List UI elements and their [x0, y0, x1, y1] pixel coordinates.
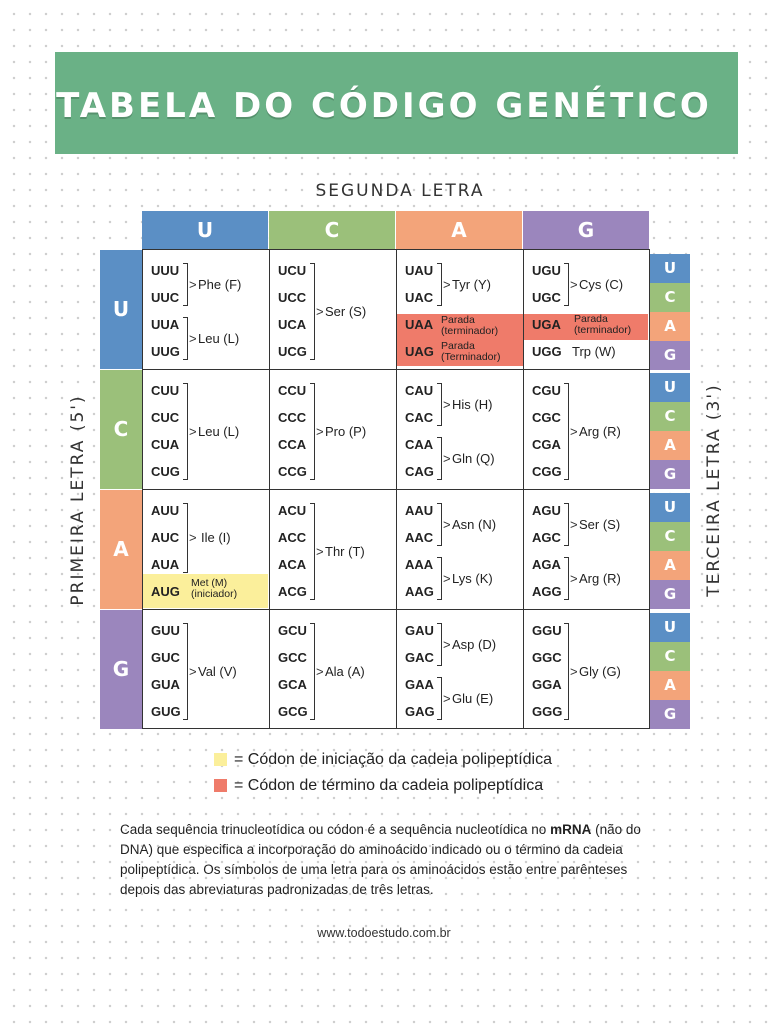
- codon: CGA: [532, 437, 561, 452]
- codon: CGG: [532, 464, 562, 479]
- row-header-u: U: [100, 250, 142, 369]
- start-legend-text: = Códon de iniciação da cadeia polipeptídica: [234, 751, 553, 768]
- codon: AGU: [532, 503, 561, 518]
- codon: CAG: [405, 464, 434, 479]
- amino-acid-label: Lys (K): [452, 571, 493, 586]
- column-header-u: U: [142, 211, 268, 249]
- codon: CGU: [532, 383, 561, 398]
- codon: GAG: [405, 704, 435, 719]
- codon: GGA: [532, 677, 562, 692]
- amino-acid-label: Arg (R): [579, 424, 621, 439]
- amino-acid-label: Val (V): [198, 664, 237, 679]
- codon: ACU: [278, 503, 307, 518]
- codon: CAU: [405, 383, 434, 398]
- codon: GCU: [278, 623, 307, 638]
- codon: UAU: [405, 263, 434, 278]
- codon: GCG: [278, 704, 308, 719]
- cell-uu: UUU UUC UUA UUG > Phe (F) > Leu (L): [151, 263, 242, 359]
- codon: AUU: [151, 503, 180, 518]
- codon: CCC: [278, 410, 307, 425]
- amino-acid-label: Thr (T): [325, 544, 365, 559]
- amino-acid-label: Tyr (Y): [452, 277, 491, 292]
- codon: GAA: [405, 677, 434, 692]
- codon: UUC: [151, 290, 180, 305]
- third-letter-c: C: [650, 402, 690, 431]
- codon: CCU: [278, 383, 307, 398]
- amino-acid-label: Asn (N): [452, 517, 497, 532]
- codon: UAG: [405, 344, 434, 359]
- cell-uc: UCU UCC UCA UCG > Ser (S): [278, 263, 367, 359]
- codon: UGG: [532, 344, 562, 359]
- amino-acid-label: Leu (L): [198, 424, 240, 439]
- amino-acid-label: Ser (S): [325, 304, 367, 319]
- codon: CCA: [278, 437, 307, 452]
- amino-acid-label: Leu (L): [198, 331, 240, 346]
- stop-legend-swatch: [214, 779, 227, 792]
- codon: UGC: [532, 290, 561, 305]
- amino-acid-label: Phe (F): [198, 277, 242, 292]
- row-header-g: G: [100, 610, 142, 729]
- amino-acid-label: Ser (S): [579, 517, 621, 532]
- amino-acid-label: Gln (Q): [452, 451, 495, 466]
- codon: UUU: [151, 263, 180, 278]
- codon: UGU: [532, 263, 561, 278]
- codon-grid: [142, 249, 650, 729]
- codon: AAU: [405, 503, 434, 518]
- cell-cu: CUU CUC CUA CUG > Leu (L): [151, 383, 240, 479]
- codon: AGA: [532, 557, 561, 572]
- third-letter-c: C: [650, 642, 690, 671]
- codon: UGA: [532, 317, 561, 332]
- third-letter-u: U: [650, 373, 690, 402]
- third-letter-a: A: [650, 551, 690, 580]
- column-header-c: C: [269, 211, 395, 249]
- stop-label: Parada (terminador): [441, 314, 499, 337]
- codon: GGC: [532, 650, 562, 665]
- codon: CCG: [278, 464, 307, 479]
- codon: GUA: [151, 677, 180, 692]
- codon: GUC: [151, 650, 180, 665]
- amino-acid-label: Gly (G): [579, 664, 621, 679]
- codon: GGG: [532, 704, 563, 719]
- amino-acid-label: Ala (A): [325, 664, 365, 679]
- codon: UCU: [278, 263, 307, 278]
- codon: CUC: [151, 410, 180, 425]
- cell-ac: ACU ACC ACA ACG > Thr (T): [278, 503, 365, 599]
- row-header-a: A: [100, 490, 142, 609]
- cell-ag: AGU AGC AGA AGG > Ser (S) > Arg (R): [532, 503, 621, 599]
- codon: CUG: [151, 464, 180, 479]
- amino-acid-label: Trp (W): [572, 344, 616, 359]
- third-letter-u: U: [650, 493, 690, 522]
- first-letter-label: PRIMEIRA LETRA (5'): [68, 394, 88, 606]
- cell-gu: GUU GUC GUA GUG > Val (V): [151, 623, 237, 719]
- codon: UCA: [278, 317, 307, 332]
- second-letter-label: SEGUNDA LETRA: [315, 181, 485, 201]
- third-letter-g: G: [650, 341, 690, 370]
- amino-acid-label: Asp (D): [452, 637, 497, 652]
- explanation-paragraph: Cada sequência trinucleotídica ou códon é a sequência nucleotídica no mRNA (não do DNA) que especifica a incorporação do aminoácido indicado ou o término da cadeia polipeptídica. Os símbolos de uma letra para os aminoácidos estão entre parênteses depois das abreviaturas padronizadas de três letras.: [120, 822, 641, 897]
- start-legend-swatch: [214, 753, 227, 766]
- cell-au: AUU AUC AUA AUG > Ile (I) Met (M) (iniciador): [143, 490, 270, 610]
- codon: UCC: [278, 290, 307, 305]
- cell-cc: CCU CCC CCA CCG > Pro (P): [278, 383, 367, 479]
- stop-legend-text: = Códon de término da cadeia polipeptídica: [234, 777, 544, 794]
- cell-ga: GAU GAC GAA GAG > Asp (D) > Glu (E): [405, 623, 497, 719]
- cell-gc: GCU GCC GCA GCG > Ala (A): [278, 623, 365, 719]
- cell-cg: CGU CGC CGA CGG > Arg (R): [532, 383, 621, 479]
- codon: AAA: [405, 557, 434, 572]
- amino-acid-label: Pro (P): [325, 424, 367, 439]
- codon: CAC: [405, 410, 434, 425]
- codon: UUA: [151, 317, 180, 332]
- third-letter-a: A: [650, 431, 690, 460]
- third-letter-a: A: [650, 312, 690, 341]
- third-letter-u: U: [650, 613, 690, 642]
- amino-acid-label: Cys (C): [579, 277, 624, 292]
- footer-url: www.todoestudo.com.br: [317, 926, 451, 940]
- codon: AAG: [405, 584, 434, 599]
- codon: GAC: [405, 650, 434, 665]
- codon: UAA: [405, 317, 434, 332]
- codon: ACG: [278, 584, 307, 599]
- cell-aa: AAU AAC AAA AAG > Asn (N) > Lys (K): [405, 503, 497, 599]
- third-letter-g: G: [650, 580, 690, 609]
- column-header-g: G: [523, 211, 649, 249]
- codon: AAC: [405, 530, 434, 545]
- stop-label: Parada (terminador): [574, 313, 632, 336]
- amino-acid-label: Ile (I): [201, 530, 231, 545]
- third-letter-g: G: [650, 700, 690, 729]
- cell-ua: UAU UAC UAA UAG > Tyr (Y) Parada (terminador) Parada (Terminador): [397, 250, 524, 370]
- codon: CGC: [532, 410, 561, 425]
- codon: GAU: [405, 623, 434, 638]
- stop-label: Parada (Terminador): [441, 340, 501, 363]
- third-letter-c: C: [650, 283, 690, 312]
- codon: AUA: [151, 557, 180, 572]
- codon: GCC: [278, 650, 307, 665]
- cell-ca: CAU CAC CAA CAG > His (H) > Gln (Q): [405, 383, 495, 479]
- row-header-c: C: [100, 370, 142, 489]
- codon: UCG: [278, 344, 307, 359]
- codon: GUG: [151, 704, 181, 719]
- codon: CUU: [151, 383, 180, 398]
- third-letter-a: A: [650, 671, 690, 700]
- codon: AUC: [151, 530, 180, 545]
- amino-acid-label: Arg (R): [579, 571, 621, 586]
- column-header-a: A: [396, 211, 522, 249]
- third-letter-g: G: [650, 460, 690, 489]
- codon: CUA: [151, 437, 180, 452]
- codon: AUG: [151, 584, 180, 599]
- page-title: TABELA DO CÓDIGO GENÉTICO: [56, 86, 712, 126]
- third-letter-c: C: [650, 522, 690, 551]
- codon: AGG: [532, 584, 562, 599]
- codon: GGU: [532, 623, 562, 638]
- cell-gg: GGU GGC GGA GGG > Gly (G): [532, 623, 621, 719]
- third-letter-u: U: [650, 254, 690, 283]
- start-label: Met (M) (iniciador): [191, 577, 238, 600]
- codon: GCA: [278, 677, 307, 692]
- codon: AGC: [532, 530, 561, 545]
- codon: UUG: [151, 344, 180, 359]
- codon: GUU: [151, 623, 180, 638]
- codon: ACC: [278, 530, 307, 545]
- codon: UAC: [405, 290, 434, 305]
- cell-ug: UGU UGC UGA UGG > Cys (C) Parada (terminador) Trp (W): [524, 250, 651, 370]
- codon: CAA: [405, 437, 434, 452]
- amino-acid-label: His (H): [452, 397, 493, 412]
- amino-acid-label: Glu (E): [452, 691, 494, 706]
- codon: ACA: [278, 557, 307, 572]
- third-letter-label: TERCEIRA LETRA (3'): [704, 383, 724, 597]
